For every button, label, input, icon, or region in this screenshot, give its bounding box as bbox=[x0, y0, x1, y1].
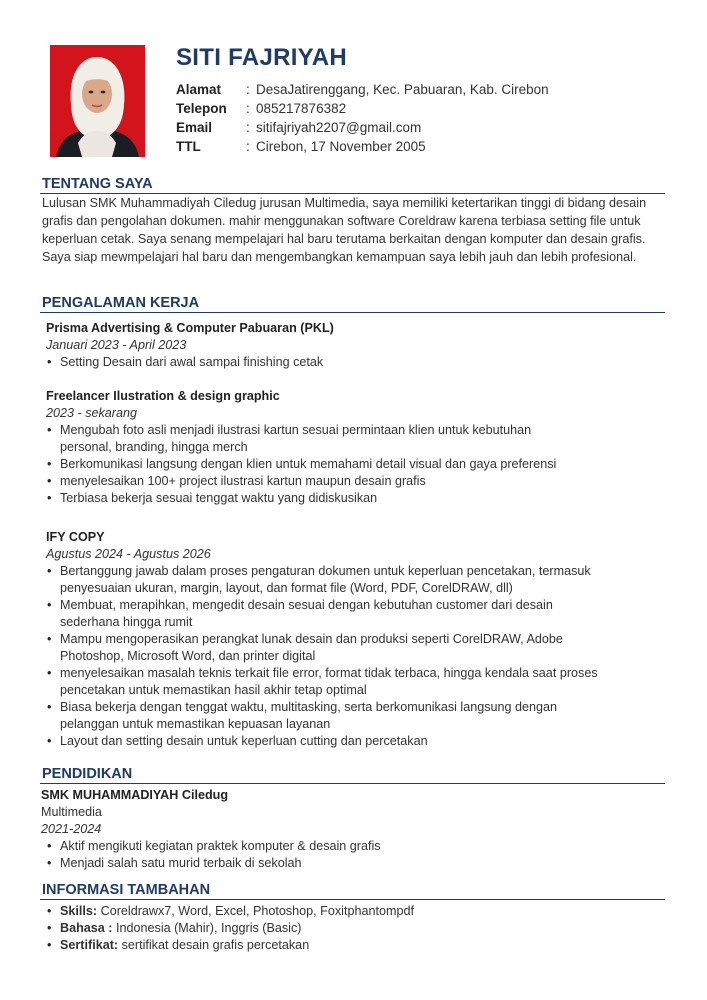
info-value: Coreldrawx7, Word, Excel, Photoshop, Foxitphantompdf bbox=[97, 904, 414, 918]
bullet-line: Photoshop, Microsoft Word, dan printer digital bbox=[60, 649, 316, 663]
job-period: Januari 2023 - April 2023 bbox=[46, 338, 187, 352]
about-line: grafis dan pengolahan dokumen. mahir menggunakan software Coreldraw karena terbiasa setting file untuk bbox=[42, 214, 641, 228]
contact-row-telepon bbox=[176, 99, 549, 118]
contact-label: Telepon bbox=[176, 101, 227, 116]
job-company: Freelancer Ilustration & design graphic bbox=[46, 389, 280, 403]
additional-info-item bbox=[46, 920, 606, 937]
contact-label: Alamat bbox=[176, 82, 222, 97]
additional-info-list bbox=[46, 903, 606, 954]
job-bullet bbox=[46, 597, 606, 631]
experience-title: PENGALAMAN KERJA bbox=[40, 295, 665, 313]
bullet-line: sederhana hingga rumit bbox=[60, 615, 193, 629]
contact-label: Email bbox=[176, 120, 213, 135]
contact-row-ttl bbox=[176, 137, 549, 156]
job-bullet: • Terbiasa bekerja sesuai tenggat waktu yang didiskusikan bbox=[46, 490, 606, 507]
about-line: keperluan cetak. Saya senang mempelajari hal baru terutama berkaitan dengan komputer dan desain grafis. bbox=[42, 232, 646, 246]
job-bullet bbox=[46, 665, 606, 699]
contact-info bbox=[176, 80, 549, 156]
job-company: Prisma Advertising & Computer Pabuaran (PKL) bbox=[46, 321, 334, 335]
contact-separator: : bbox=[246, 120, 250, 135]
additional-info-item bbox=[46, 937, 606, 954]
contact-separator: : bbox=[246, 139, 250, 154]
job-period: Agustus 2024 - Agustus 2026 bbox=[46, 547, 211, 561]
job-period: 2023 - sekarang bbox=[46, 406, 138, 420]
job-bullet: • Setting Desain dari awal sampai finishing cetak bbox=[46, 354, 606, 371]
about-line: Saya siap mewmpelajari hal baru dan mengembangkan kemampuan saya lebih jauh dan lebih profesional. bbox=[42, 250, 637, 264]
info-label: Skills: bbox=[60, 904, 98, 918]
job-bullets bbox=[46, 354, 606, 371]
bullet-line: pencetakan untuk memastikan hasil akhir tetap optimal bbox=[60, 683, 367, 697]
bullet-line: penyesuaian ukuran, margin, layout, dan format file (Word, PDF, CorelDRAW, dll) bbox=[60, 581, 513, 595]
bullet-line: personal, branding, hingga merch bbox=[60, 440, 248, 454]
job-company: IFY COPY bbox=[46, 530, 105, 544]
additional-info-section bbox=[40, 882, 665, 900]
job-bullets bbox=[46, 422, 606, 507]
contact-row-alamat bbox=[176, 80, 549, 99]
profile-photo bbox=[50, 45, 145, 157]
bullet-line: Bertanggung jawab dalam proses pengaturan dokumen untuk keperluan pencetakan, termasuk bbox=[60, 564, 591, 578]
job-bullet: • Layout dan setting desain untuk keperluan cutting dan percetakan bbox=[46, 733, 606, 750]
school-major: Multimedia bbox=[41, 805, 102, 819]
school-period: 2021-2024 bbox=[41, 822, 102, 836]
about-paragraph bbox=[40, 194, 665, 266]
contact-row-email bbox=[176, 118, 549, 137]
bullet-line: pelanggan untuk memastikan kepuasan layanan bbox=[60, 717, 331, 731]
contact-separator: : bbox=[246, 82, 250, 97]
job-bullet bbox=[46, 631, 606, 665]
info-label: Sertifikat: bbox=[60, 938, 119, 952]
job-bullet bbox=[46, 422, 606, 456]
school-name: SMK MUHAMMADIYAH Ciledug bbox=[41, 788, 229, 802]
education-bullets bbox=[46, 838, 601, 872]
job-bullet: • menyelesaikan 100+ project ilustrasi kartun maupun desain grafis bbox=[46, 473, 606, 490]
job-bullet bbox=[46, 563, 606, 597]
additional-info-title: INFORMASI TAMBAHAN bbox=[40, 882, 665, 900]
about-line: Lulusan SMK Muhammadiyah Ciledug jurusan Multimedia, saya memiliki ketertarikan tinggi di bidang desain bbox=[42, 196, 647, 210]
education-entry bbox=[41, 787, 601, 872]
about-section bbox=[40, 176, 665, 266]
job-entry bbox=[46, 320, 606, 371]
info-value: Indonesia (Mahir), Inggris (Basic) bbox=[112, 921, 302, 935]
full-name: SITI FAJRIYAH bbox=[176, 44, 348, 71]
info-label: Bahasa : bbox=[60, 921, 113, 935]
education-section bbox=[40, 766, 665, 784]
about-title: TENTANG SAYA bbox=[40, 176, 665, 194]
experience-section bbox=[40, 295, 665, 313]
bullet-line: Mampu mengoperasikan perangkat lunak desain dan produksi seperti CorelDRAW, Adobe bbox=[60, 632, 563, 646]
person-portrait-icon bbox=[50, 45, 145, 157]
contact-value-phone: 085217876382 bbox=[256, 101, 347, 116]
additional-info-entry bbox=[46, 903, 606, 954]
contact-label: TTL bbox=[176, 139, 201, 154]
job-bullet: • Berkomunikasi langsung dengan klien untuk memahami detail visual dan gaya preferensi bbox=[46, 456, 606, 473]
job-bullets bbox=[46, 563, 606, 750]
info-value: sertifikat desain grafis percetakan bbox=[118, 938, 310, 952]
contact-value-email: sitifajriyah2207@gmail.com bbox=[256, 120, 422, 135]
contact-separator: : bbox=[246, 101, 250, 116]
contact-value-birth: Cirebon, 17 November 2005 bbox=[256, 139, 426, 154]
education-bullet: • Aktif mengikuti kegiatan praktek komputer & desain grafis bbox=[46, 838, 601, 855]
education-title: PENDIDIKAN bbox=[40, 766, 665, 784]
job-entry bbox=[46, 529, 606, 750]
bullet-line: Membuat, merapihkan, mengedit desain sesuai dengan kebutuhan customer dari desain bbox=[60, 598, 553, 612]
bullet-line: Mengubah foto asli menjadi ilustrasi kartun sesuai permintaan klien untuk kebutuhan bbox=[60, 423, 532, 437]
bullet-line: menyelesaikan masalah teknis terkait file error, format tidak terbaca, hingga kendala saat proses bbox=[60, 666, 598, 680]
additional-info-item bbox=[46, 903, 606, 920]
job-entry bbox=[46, 388, 606, 507]
job-bullet bbox=[46, 699, 606, 733]
education-bullet: • Menjadi salah satu murid terbaik di sekolah bbox=[46, 855, 601, 872]
contact-value-address: DesaJatirenggang, Kec. Pabuaran, Kab. Cirebon bbox=[256, 82, 549, 97]
bullet-line: Biasa bekerja dengan tenggat waktu, multitasking, serta berkomunikasi langsung dengan bbox=[60, 700, 558, 714]
